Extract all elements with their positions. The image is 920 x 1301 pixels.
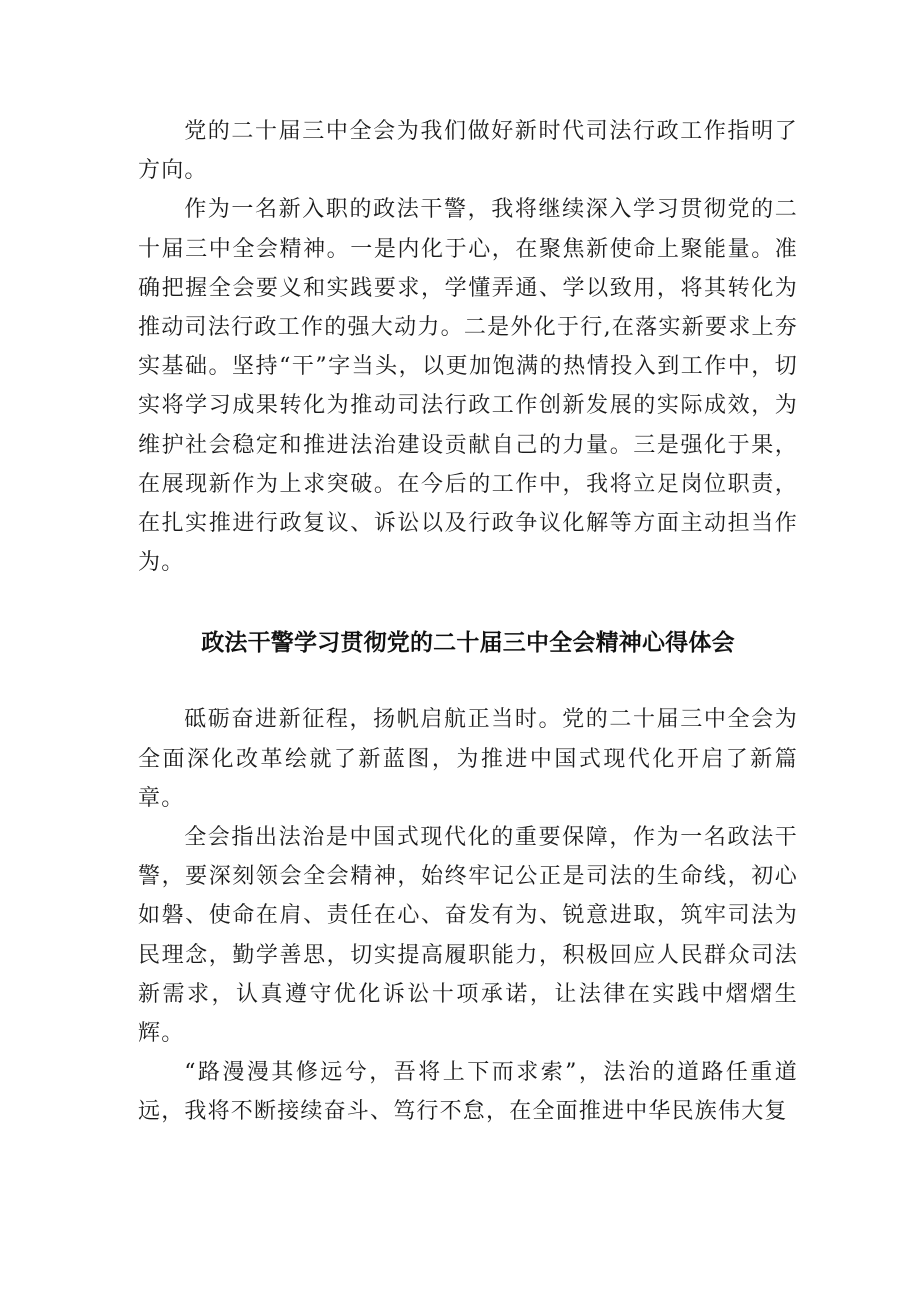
paragraph-direction: 党的二十届三中全会为我们做好新时代司法行政工作指明了方向。 [138,119,798,184]
article-title: 政法干警学习贯彻党的二十届三中全会精神心得体会 [201,630,735,657]
paragraph-new-journey: 砥砺奋进新征程，扬帆启航正当时。党的二十届三中全会为全面深化改革绘就了新蓝图，为推进中国式现代化开启了新篇章。 [138,707,798,811]
paragraph-new-officer-commitment: 作为一名新入职的政法干警，我将继续深入学习贯彻党的二十届三中全会精神。一是内化于心，在聚焦新使命上聚能量。准确把握全会要义和实践要求，学懂弄通、学以致用，将其转化为推动司法行政工作的强大动力。二是外化于行,在落实新要求上夯实基础。坚持“干”字当头，以更加饱满的热情投入到工作中，切实将学习成果转化为推动司法行政工作创新发展的实际成效，为维护社会稳定和推进法治建设贡献自己的力量。三是强化于果，在展现新作为上求突破。在今后的工作中，我将立足岗位职责，在扎实推进行政复议、诉讼以及行政争议化解等方面主动担当作为。 [138,197,798,576]
paragraph-rule-of-law-guarantee: 全会指出法治是中国式现代化的重要保障，作为一名政法干警，要深刻领会全会精神，始终牢记公正是司法的生命线，初心如磐、使命在肩、责任在心、奋发有为、锐意进取，筑牢司法为民理念，勤学善思，切实提高履职能力，积极回应人民群众司法新需求，认真遵守优化诉讼十项承诺，让法律在实践中熠熠生辉。 [138,825,798,1047]
paragraph-long-road: “路漫漫其修远兮，吾将上下而求索”，法治的道路任重道远，我将不断接续奋斗、笃行不怠，在全面推进中华民族伟大复 [138,1060,798,1125]
document-body [138,112,798,1132]
